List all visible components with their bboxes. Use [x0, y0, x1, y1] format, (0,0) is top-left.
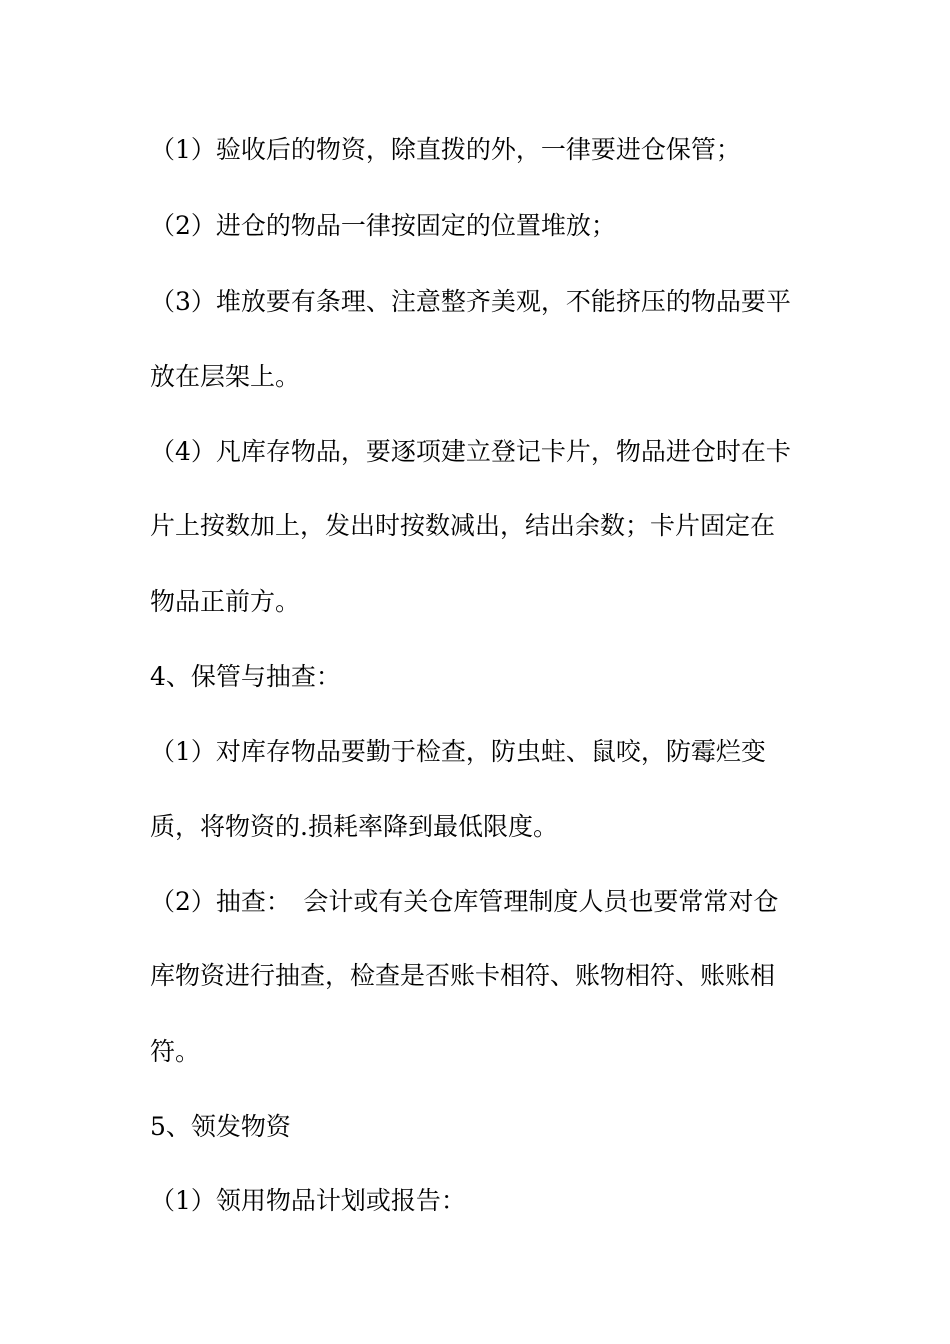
text-line: （1）对库存物品要勤于检查，防虫蛀、鼠咬，防霉烂变 [150, 737, 766, 766]
text-line: 物品正前方。 [150, 587, 301, 616]
text-line: （3）堆放要有条理、注意整齐美观，不能挤压的物品要平 [150, 287, 791, 316]
text-line: （1）验收后的物资，除直拨的外，一律要进仓保管； [150, 135, 741, 164]
section-heading: 5、领发物资 [150, 1112, 291, 1141]
text-line: 符。 [150, 1037, 201, 1066]
text-line: （2）抽查： 会计或有关仓库管理制度人员也要常常对仓 [150, 887, 779, 916]
section-heading: 4、保管与抽查： [150, 662, 341, 691]
text-line: 质，将物资的.损耗率降到最低限度。 [150, 812, 558, 841]
text-line: （2）进仓的物品一律按固定的位置堆放； [150, 211, 616, 240]
text-line: 放在层架上。 [150, 362, 301, 391]
text-line: 库物资进行抽查，检查是否账卡相符、账物相符、账账相 [150, 961, 776, 990]
text-line: （1）领用物品计划或报告： [150, 1186, 466, 1215]
text-line: （4）凡库存物品，要逐项建立登记卡片，物品进仓时在卡 [150, 437, 791, 466]
text-line: 片上按数加上，发出时按数减出，结出余数；卡片固定在 [150, 511, 776, 540]
